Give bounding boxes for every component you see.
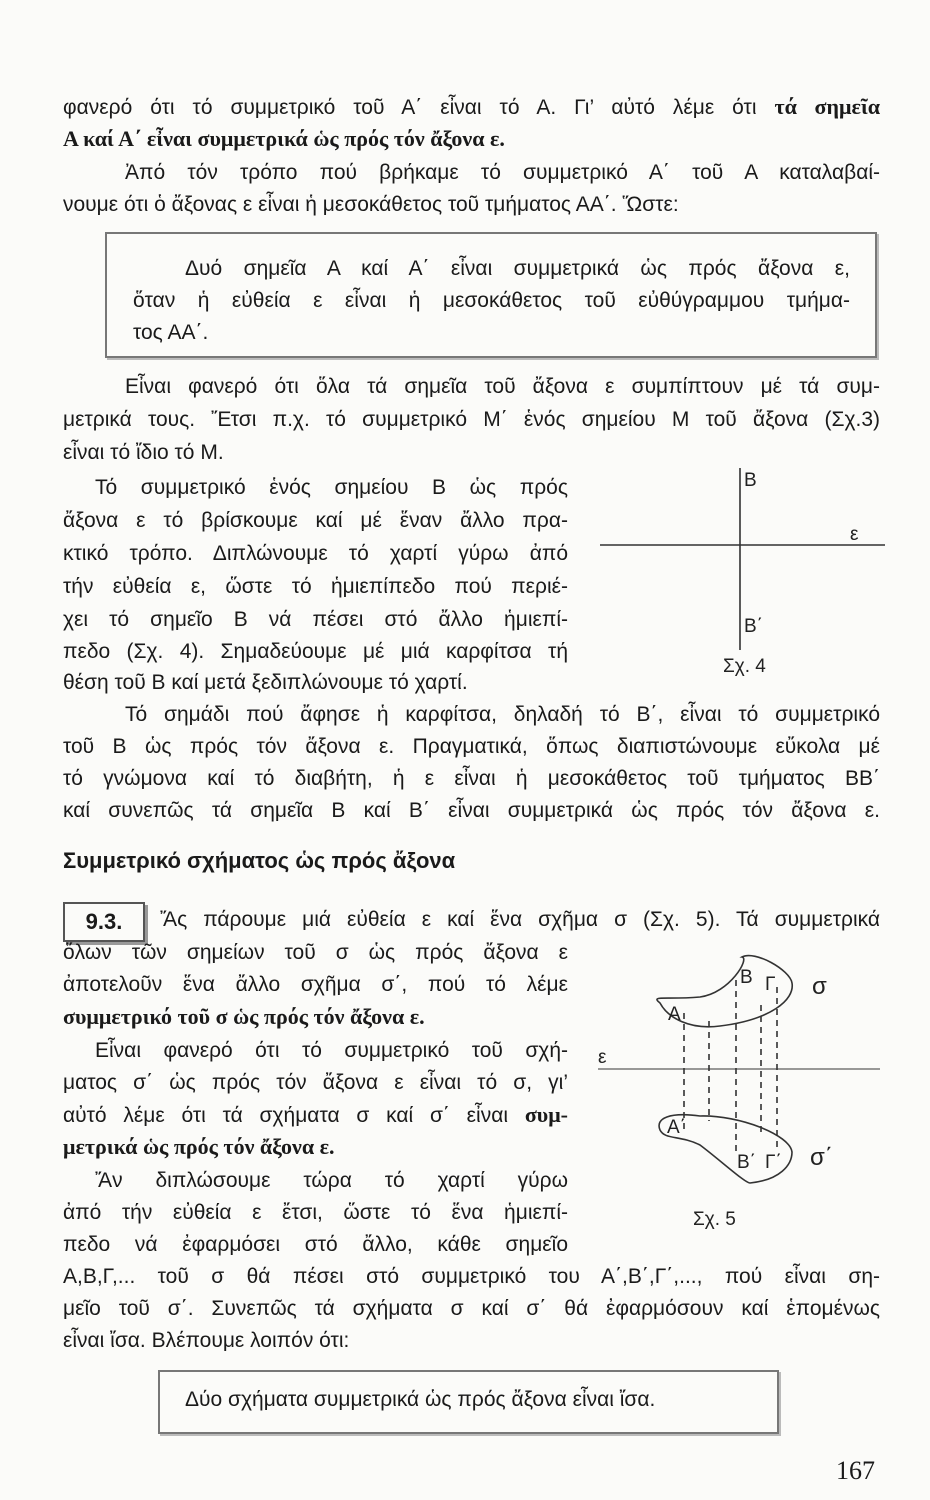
label-sigma-prime: σ΄ (810, 1144, 833, 1171)
text-line: Ἀπό τόν τρόπο πού βρήκαμε τό συμμετρικό Α΄ τοῦ Α καταλαβαί- (125, 161, 880, 184)
bold-text-line: Α καί Α΄ εἶναι συμμετρικά ὡς πρός τόν ἄξονα ε. (63, 126, 505, 151)
text-line: Ἄς πάρουμε μιά εὐθεία ε καί ἕνα σχῆμα σ (Σχ. 5). Τά συμμετρικά (160, 908, 880, 931)
label-g: Γ (765, 974, 776, 995)
text-line: εἶναι ἴσα. Βλέπουμε λοιπόν ότι: (63, 1329, 350, 1352)
label-b-prime: Β΄ (737, 1152, 756, 1173)
label-a-prime: Α΄ (667, 1117, 686, 1138)
text-line: τό γνώμονα καί τό διαβήτη, ἡ ε εἶναι ἡ μεσοκάθετος τοῦ τμήματος ΒΒ΄ (63, 767, 880, 790)
page-number: 167 (836, 1456, 875, 1485)
text-line: θέση τοῦ Β καί μετά ξεδιπλώνουμε τό χαρτί. (63, 671, 468, 694)
figure-4 (600, 468, 885, 650)
text-line: νουμε ότι ὁ ἄξονας ε εἶναι ἡ μεσοκάθετος τοῦ τμήματος ΑΑ΄. Ὥστε: (63, 193, 679, 216)
definition-line: ὅταν ἡ εὐθεία ε εἶναι ἡ μεσοκάθετος τοῦ εὐθύγραμμου τμήμα- (133, 289, 850, 312)
bold-text-line: συμμετρικό τοῦ σ ὡς πρός τόν ἄξονα ε. (63, 1004, 425, 1029)
label-b-prime: Β΄ (744, 616, 763, 637)
text-line: τήν εὐθεία ε, ὥστε τό ἡμιεπίπεδο πού περιέ- (63, 575, 568, 598)
figure-5 (598, 956, 880, 1183)
label-sigma: σ (812, 973, 827, 1000)
text-line: κτικό τρόπο. Διπλώνουμε τό χαρτί γύρω ἀπό (63, 542, 568, 565)
definition-line: τος ΑΑ΄. (133, 321, 209, 344)
section-number: 9.3. (63, 902, 145, 942)
bold-text: συμ- (524, 1102, 568, 1127)
text-line: Α,Β,Γ,... τοῦ σ θά πέσει στό συμμετρικό του Α΄,Β΄,Γ΄,..., πού εἶναι ση- (63, 1265, 880, 1288)
text-line: χει τό σημεῖο Β νά πέσει στό ἄλλο ἡμιεπί- (63, 608, 568, 631)
figure-caption: Σχ. 5 (693, 1209, 736, 1230)
text-line: τοῦ Β ὡς πρός τόν ἄξονα ε. Πραγματικά, ὅπως διαπιστώνουμε εὔκολα μέ (63, 735, 880, 758)
text-line: Εἶναι φανερό ότι τό συμμετρικό τοῦ σχή- (95, 1039, 568, 1062)
text-line: μετρικά τους. Ἔτσι π.χ. τό συμμετρικό Μ΄ ἑνός σημείου Μ τοῦ ἄξονα (Σχ.3) (63, 408, 880, 431)
text-line: μεῖο τοῦ σ΄. Συνεπῶς τά σχήματα σ καί σ΄ θά ἐφαρμόσουν καί ἑπομένως (63, 1297, 880, 1320)
text-line: πεδο νά ἐφαρμόσει στό ἄλλο, κάθε σημεῖο (63, 1233, 568, 1256)
definition-line: Δυό σημεῖα Α καί Α΄ εἶναι συμμετρικά ὡς πρός ἄξονα ε, (185, 257, 850, 280)
conclusion-text: Δύο σχήματα συμμετρικά ὡς πρός ἄξονα εἶναι ἴσα. (185, 1388, 656, 1411)
text-run: αὐτό λέμε ότι τά σχήματα σ καί σ΄ εἶναι (63, 1104, 525, 1127)
label-axis: ε (598, 1047, 607, 1068)
label-b: Β (744, 470, 757, 491)
text-line: Εἶναι φανερό ότι ὅλα τά σημεῖα τοῦ ἄξονα ε συμπίπτουν μέ τά συμ- (125, 375, 880, 398)
text-line: ἀπό τήν εὐθεία ε ἔτσι, ὥστε τό ἕνα ἡμιεπί- (63, 1201, 568, 1224)
label-a: Α (668, 1004, 681, 1025)
text-line: Ἄν διπλώσουμε τώρα τό χαρτί γύρω (95, 1169, 568, 1192)
text-line: εἶναι τό ἴδιο τό Μ. (63, 441, 224, 464)
bold-text-line: μετρικά ὡς πρός τόν ἄξονα ε. (63, 1134, 335, 1159)
label-axis: ε (850, 524, 859, 545)
text-line: Τό σημάδι πού ἄφησε ἡ καρφίτσα, δηλαδή τό Β΄, εἶναι τό συμμετρικό (125, 703, 880, 726)
text-run: φανερό ότι τό συμμετρικό τοῦ Α΄ εἶναι τό Α. Γι’ αὐτό λέμε ότι (63, 96, 775, 119)
section-heading: Συμμετρικό σχήματος ὡς πρός ἄξονα (63, 848, 456, 873)
text-line: ἄξονα ε τό βρίσκουμε καί μέ ἕναν ἄλλο πρα- (63, 509, 568, 532)
text-line: ὅλων τῶν σημείων τοῦ σ ὡς πρός ἄξονα ε (63, 941, 568, 964)
label-g-prime: Γ΄ (765, 1152, 782, 1173)
figure-caption: Σχ. 4 (723, 656, 766, 677)
text-line: καί συνεπῶς τά σημεῖα Β καί Β΄ εἶναι συμμετρικά ὡς πρός τόν ἄξονα ε. (63, 799, 880, 822)
text-line: ἀποτελοῦν ἕνα ἄλλο σχῆμα σ΄, πού τό λέμε (63, 973, 568, 996)
label-b: Β (740, 967, 753, 988)
text-line: ματος σ΄ ὡς πρός τόν ἄξονα ε εἶναι τό σ, γι’ (63, 1071, 568, 1094)
bold-text: τά σημεῖα (774, 94, 880, 119)
text-line: Τό συμμετρικό ἑνός σημείου Β ὡς πρός (95, 476, 568, 499)
text-line: πεδο (Σχ. 4). Σημαδεύουμε μέ μιά καρφίτσα τή (63, 640, 568, 663)
